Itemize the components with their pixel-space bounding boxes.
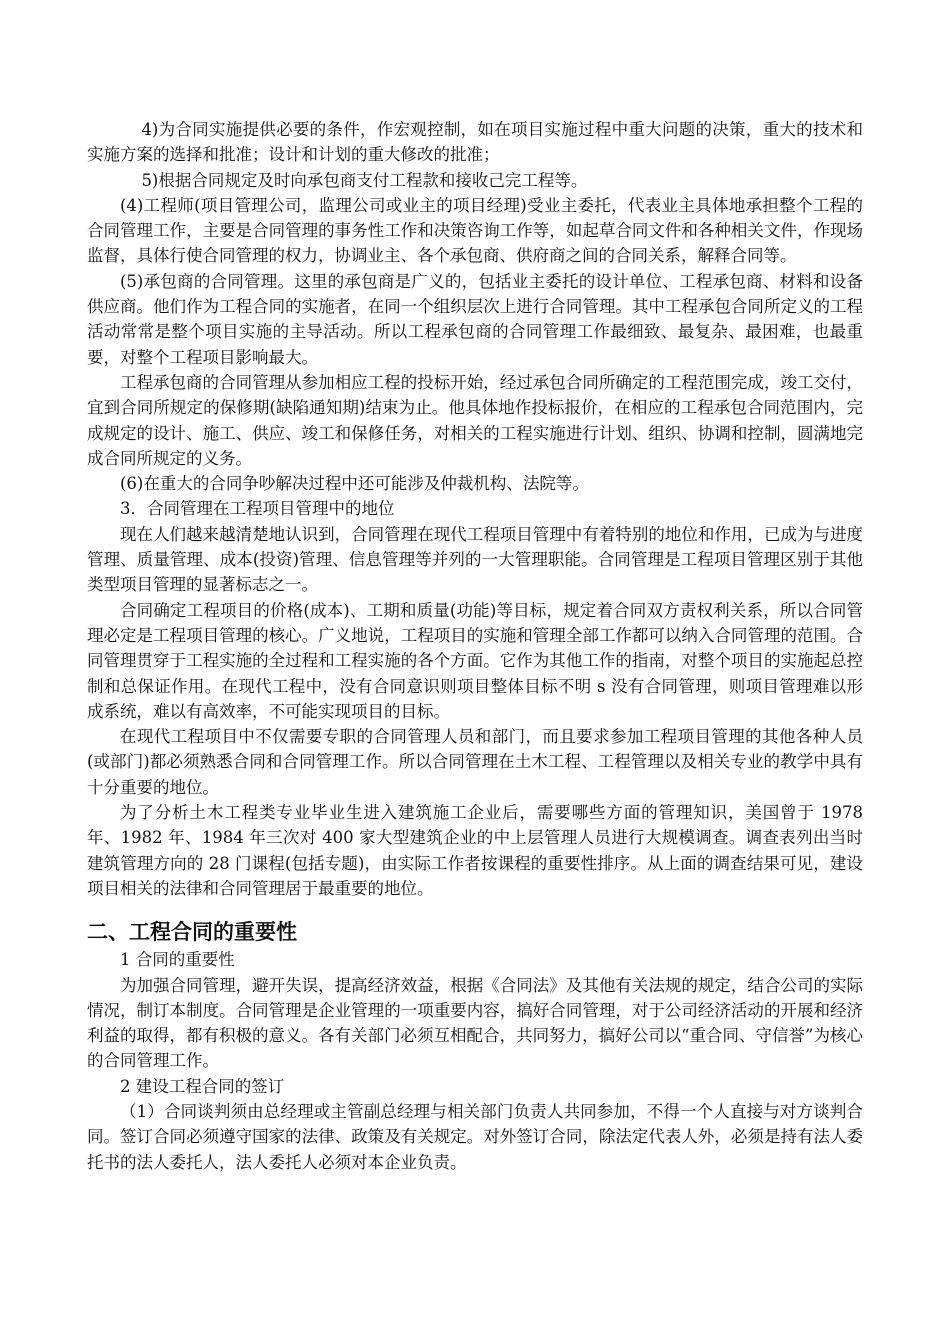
paragraph-2: 5)根据合同规定及时向承包商支付工程款和接收己完工程等。 [141,170,588,190]
paragraph-14: 为加强合同管理，避开失误，提高经济效益，根据《合同法》及其他有关法规的规定，结合公司的实际情况，制订本制度。合同管理是企业管理的一项重要内容，搞好合同管理，对于公司经济活动的开展和经济利益的取得，都有积极的意义。各有关部门必须互相配合，共同努力，搞好公司以“重合同、守信誉”为核心的合同管理工作。 [87,975,863,1071]
paragraph-4: (5)承包商的合同管理。这里的承包商是广义的，包括业主委托的设计单位、工程承包商、材料和设备供应商。他们作为工程合同的实施者，在同一个组织层次上进行合同管理。其中工程承包合同所定义的工程活动常常是整个项目实施的主导活动。所以工程承包商的合同管理工作最细致、最复杂、最困难，也最重要，对整个工程项目影响最大。 [87,271,863,367]
paragraph-9: 合同确定工程项目的价格(成本)、工期和质量(功能)等目标，规定着合同双方责权利关系，所以合同管理必定是工程项目管理的核心。广义地说，工程项目的实施和管理全部工作都可以纳入合同管理的范围。合同管理贯穿于工程实施的全过程和工程实施的各个方面。它作为其他工作的指南，对整个项目的实施起总控制和总保证作用。在现代工程中，没有合同意识则项目整体目标不明 s 没有合同管理，则项目管理难以形成系统，难以有高效率，不可能实现项目的目标。 [87,600,863,721]
document-page [87,117,863,1175]
paragraph-6: (6)在重大的合同争吵解决过程中还可能涉及仲裁机构、法院等。 [120,474,589,494]
paragraph-1: 4)为合同实施提供必要的条件，作宏观控制，如在项目实施过程中重大问题的决策，重大的技术和实施方案的选择和批准；设计和计划的重大修改的批准； [87,120,863,165]
paragraph-10: 在现代工程项目中不仅需要专职的合同管理人员和部门，而且要求参加工程项目管理的其他各种人员(或部门)都必须熟悉合同和合同管理工作。所以合同管理在土木工程、工程管理以及相关专业的教学中具有十分重要的地位。 [87,727,863,797]
paragraph-11: 为了分析土木工程类专业毕业生进入建筑施工企业后，需要哪些方面的管理知识，美国曾于 1978 年、1982 年、1984 年三次对 400 家大型建筑企业的中上层管理人员进行大规模调查。调查表列出当时建筑管理方向的 28 门课程(包括专题)，由实际工作者按课程的重要性排序。从上面的调查结果可见，建设项目相关的法律和合同管理居于最重要的地位。 [87,803,863,898]
paragraph-3: (4)工程师(项目管理公司，监理公司或业主的项目经理)受业主委托，代表业主具体地承担整个工程的合同管理工作，主要是合同管理的事务性工作和决策咨询工作等，如起草合同文件和各种相关文件，作现场监督，具体行使合同管理的权力，协调业主、各个承包商、供府商之间的合同关系，解释合同等。 [87,195,863,266]
subsection-title-2: 2 建设工程合同的签订 [120,1076,285,1096]
paragraph-5: 工程承包商的合同管理从参加相应工程的投标开始，经过承包合同所确定的工程范围完成，竣工交付，宜到合同所规定的保修期(缺陷通知期)结束为止。他具体地作投标报价，在相应的工程承包合同范围内，完成规定的设计、施工、供应、竣工和保修任务，对相关的工程实施进行计划、组织、协调和控制，圆满地完成合同所规定的义务。 [87,372,863,468]
subsection-title-1: 1 合同的重要性 [120,950,235,970]
subsection-title-3: 3．合同管理在工程项目管理中的地位 [120,499,395,519]
paragraph-16: （1）合同谈判须由总经理或主管副总经理与相关部门负责人共同参加，不得一个人直接与对方谈判合同。签订合同必须遵守国家的法律、政策及有关规定。对外签订合同，除法定代表人外，必须是持有法人委托书的法人委托人，法人委托人必须对本企业负责。 [87,1101,863,1172]
section-heading: 二、工程合同的重要性 [87,920,297,945]
paragraph-8: 现在人们越来越清楚地认识到，合同管理在现代工程项目管理中有着特别的地位和作用，已成为与进度管理、质量管理、成本(投资)管理、信息管理等并列的一大管理职能。合同管理是工程项目管理区别于其他类型项目管理的显著标志之一。 [87,524,863,595]
